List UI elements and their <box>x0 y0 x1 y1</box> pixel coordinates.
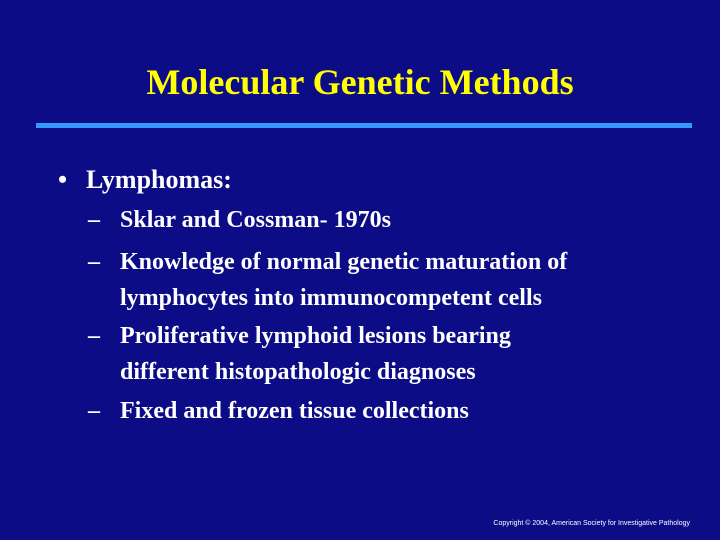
title-divider <box>36 123 692 128</box>
bullet-item-lymphomas <box>58 163 232 197</box>
bullet-text: Lymphomas: <box>86 165 232 194</box>
subitem-sklar-cossman <box>88 202 391 238</box>
subitem-knowledge-continued: lymphocytes into immunocompetent cells <box>120 285 542 311</box>
slide-title: Molecular Genetic Methods <box>146 62 574 102</box>
dash-marker: – <box>88 398 100 424</box>
bullet-marker: • <box>58 165 68 194</box>
subitem-text: Proliferative lymphoid lesions bearing <box>120 323 511 349</box>
dash-marker: – <box>88 249 100 275</box>
subitem-text: Knowledge of normal genetic maturation of <box>120 249 568 275</box>
subitem-text: Sklar and Cossman- 1970s <box>120 207 391 233</box>
subitem-knowledge <box>88 244 567 280</box>
dash-marker: – <box>88 323 100 349</box>
copyright-footer: Copyright © 2004, American Society for Investigative Pathology <box>493 520 690 527</box>
subitem-proliferative-continued: different histopathologic diagnoses <box>120 359 476 385</box>
dash-marker: – <box>88 207 100 233</box>
subitem-tissue-collections <box>88 393 469 429</box>
subitem-text: Fixed and frozen tissue collections <box>120 398 469 424</box>
subitem-proliferative <box>88 318 511 354</box>
